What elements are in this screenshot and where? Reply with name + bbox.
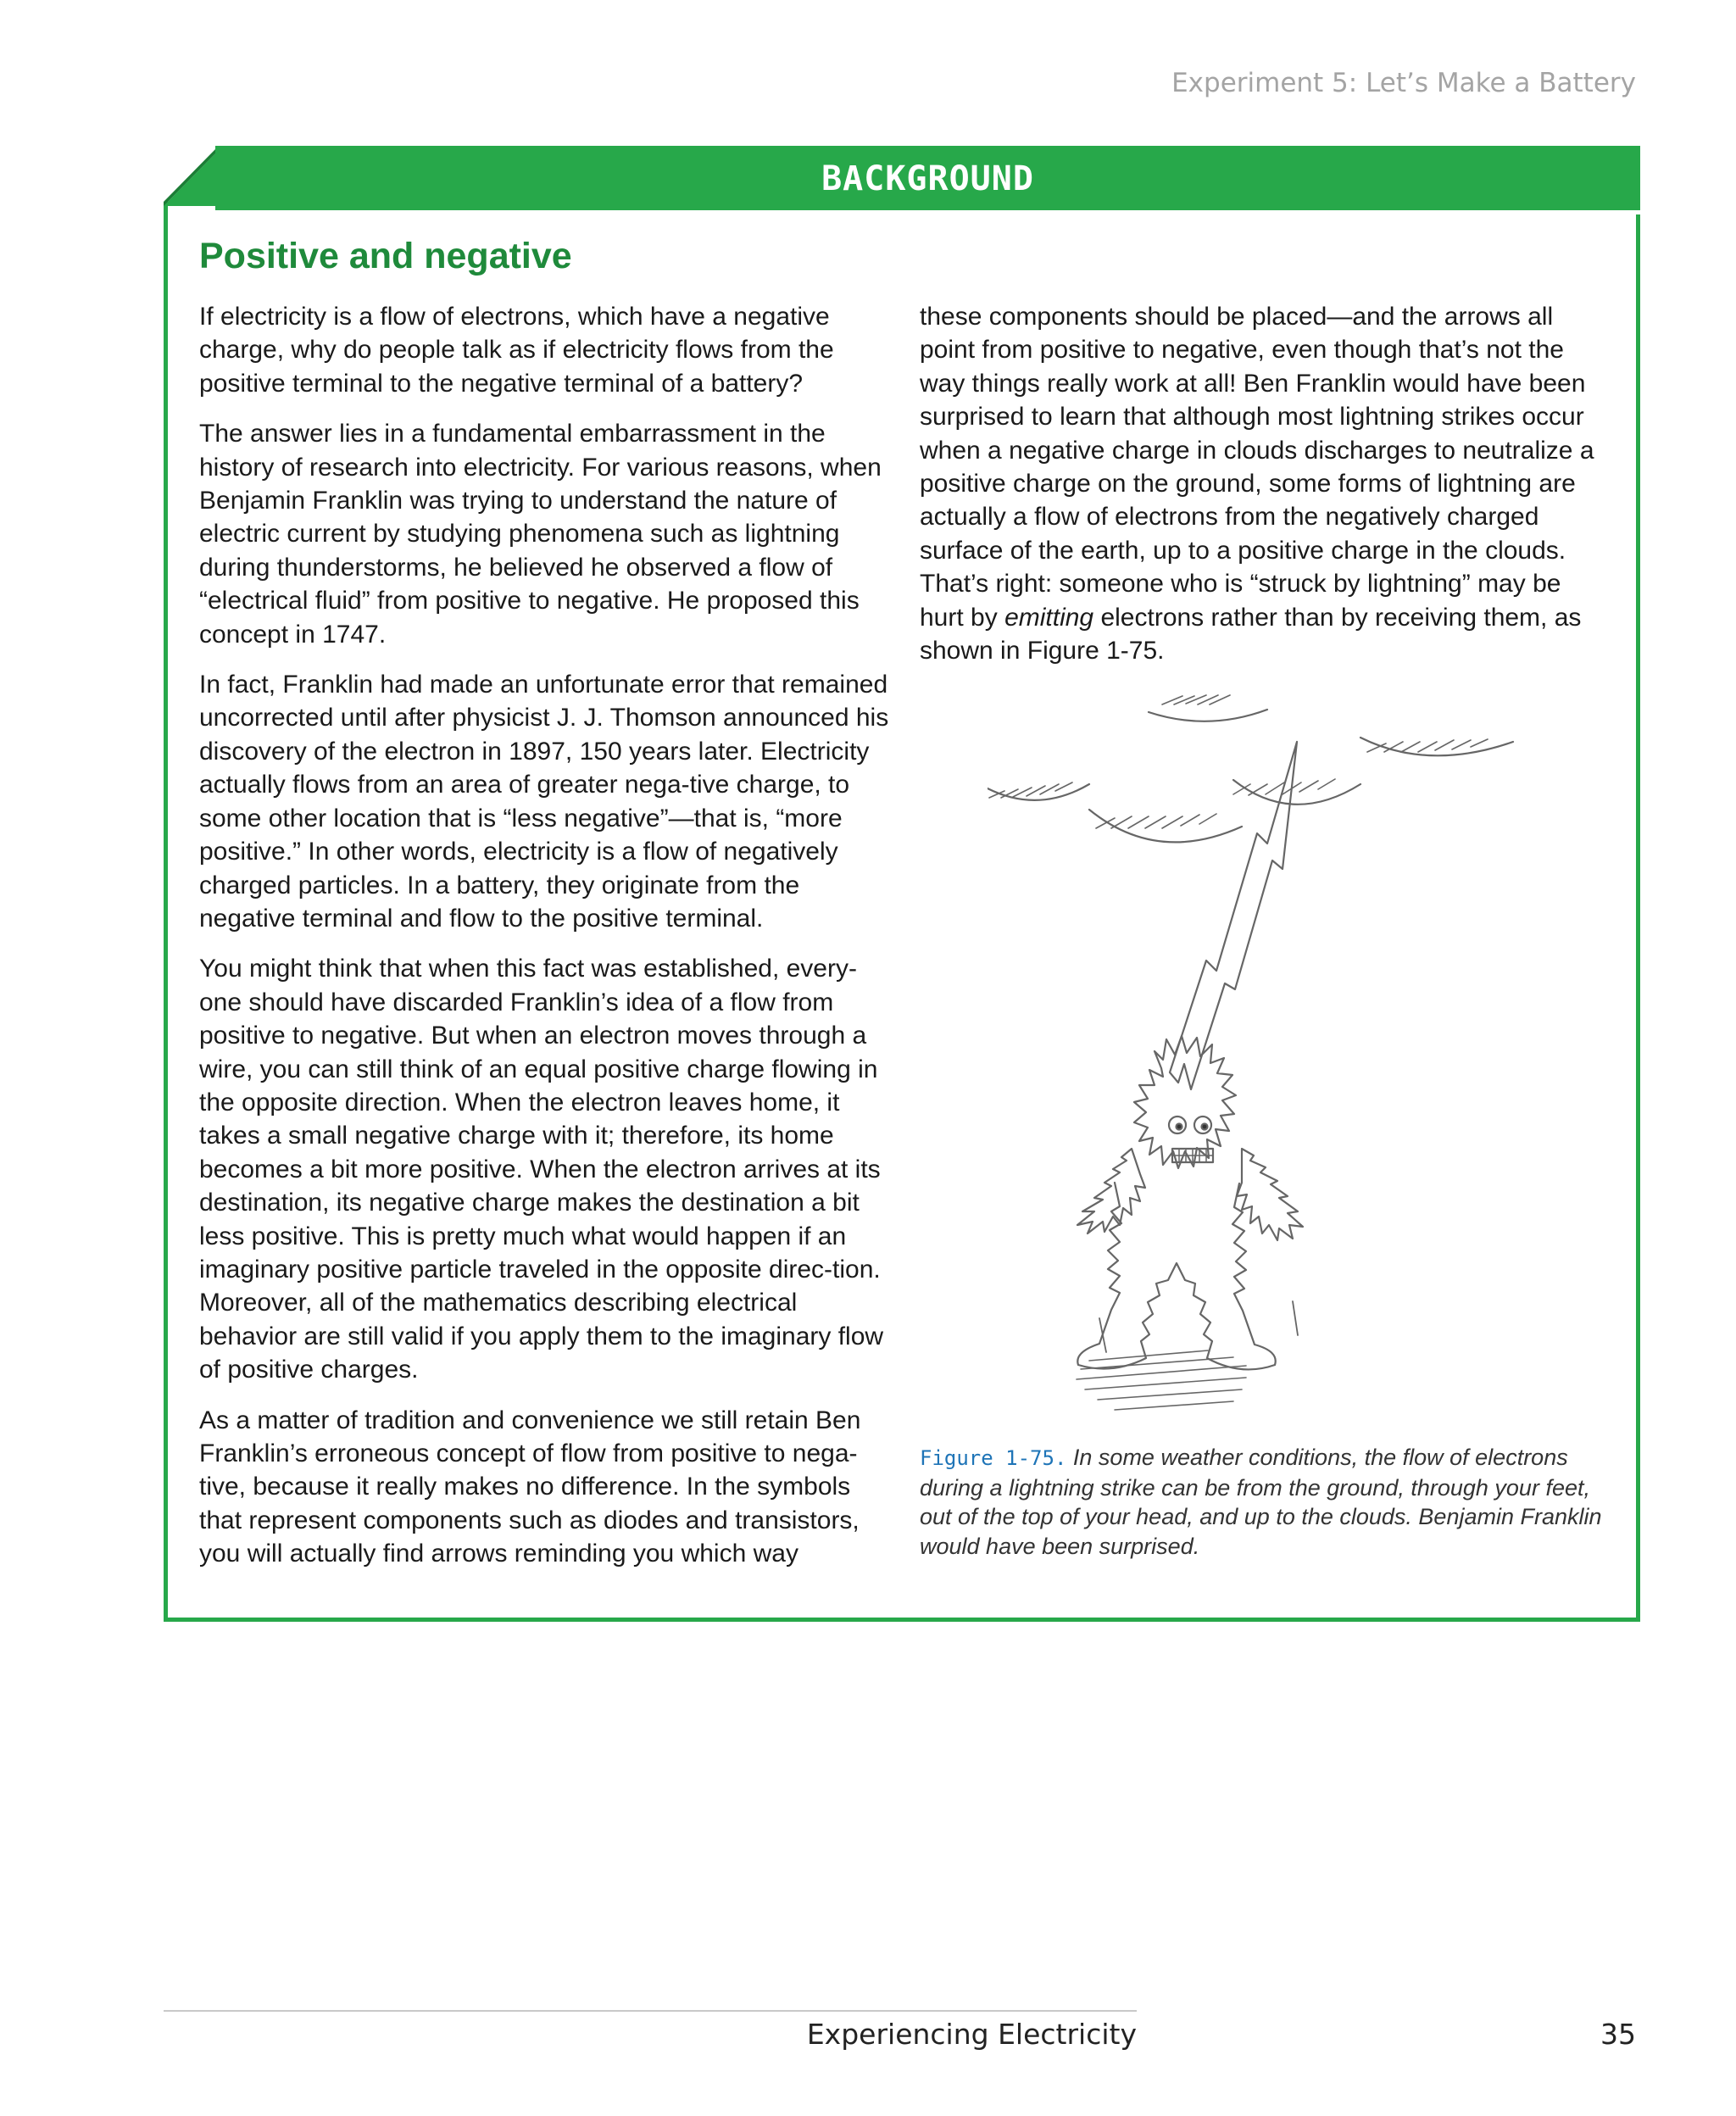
left-column xyxy=(199,300,894,1588)
footer-divider xyxy=(164,2010,1137,2012)
body-legs-shape xyxy=(1077,1183,1275,1369)
section-heading: Positive and negative xyxy=(199,236,572,276)
emphasis-text: emitting xyxy=(1004,603,1094,632)
paragraph: As a matter of tradition and convenience we still retain Ben Franklin’s erroneous concept of flow from positive to nega-tive, because it really makes no difference. In the symbols that represent components such as diodes and transistors, you will actually find arrows reminding you which way xyxy=(199,1406,861,1568)
ground-scribble-shape xyxy=(1077,1350,1246,1410)
cloud-shape xyxy=(1149,710,1267,721)
figure-caption-text: In some weather conditions, the flow of electrons during a lightning strike can be from the ground, through your feet, out of the top of your head, and up to the clouds. Benjamin Franklin would have been surprised. xyxy=(920,1445,1602,1559)
paragraph: If electricity is a flow of electrons, which have a negative charge, why do people talk as if electricity flows from the positive terminal to the negative terminal of a battery? xyxy=(199,303,834,398)
paragraph xyxy=(920,300,1611,667)
lightning-figure-illustration xyxy=(988,691,1564,1454)
cloud-shape xyxy=(1233,780,1360,805)
figure-caption xyxy=(920,1443,1623,1561)
running-head: Experiment 5: Let’s Make a Battery xyxy=(1171,68,1636,98)
page-number: 35 xyxy=(1600,2018,1636,2051)
corner-fold-icon xyxy=(164,146,223,206)
right-arm-shape xyxy=(1237,1149,1303,1240)
paragraph-text: these components should be placed—and the arrows all point from positive to negative, even though that’s not the way things really work at all! Ben Franklin would have been surprised to learn that although most lightning strikes occur when a negative charge in clouds discharges to neutralize a positive charge on the ground, some forms of lightning are actually a flow of electrons from the negatively charged surface of the earth, up to a positive charge in the clouds. That’s right: someone who is “struck by lightning” may be hurt by xyxy=(920,303,1594,632)
figure-label: Figure 1-75. xyxy=(920,1446,1067,1470)
box-header-bar xyxy=(215,146,1640,214)
footer-title: Experiencing Electricity xyxy=(806,2018,1137,2051)
cloud-shape xyxy=(1360,738,1513,755)
paragraph: The answer lies in a fundamental embarrassment in the history of research into electricity. For various reasons, when Benjamin Franklin was trying to understand the nature of electric current by studying phenomena such as lightning during thunderstorms, he believed he observed a flow of “electrical fluid” from positive to negative. He proposed this concept in 1747. xyxy=(199,420,882,649)
right-column xyxy=(920,300,1611,684)
paragraph: You might think that when this fact was established, every-one should have discarded Franklin’s idea of a flow from positive to negative. But when an electron moves through a wire, you can still think of an equal positive charge flowing in the opposite direction. When the electron leaves home, it takes a small negative charge with it; therefore, its home becomes a bit more positive. When the electron arrives at its destination, its negative charge makes the destination a bit less positive. This is pretty much what would happen if an imaginary positive particle traveled in the opposite direc-tion. Moreover, all of the mathematics describing electrical behavior are still valid if you apply them to the imaginary flow of positive charges. xyxy=(199,955,884,1384)
box-title: BACKGROUND xyxy=(821,159,1034,198)
left-arm-shape xyxy=(1077,1149,1145,1233)
paragraph: In fact, Franklin had made an unfortunate error that remained uncorrected until after physicist J. J. Thomson announced his discovery of the electron in 1897, 150 years later. Electricity actually flows from an area of greater nega-tive charge, to some other location that is “less negative”—that is, “more positive.” In other words, electricity is a flow of negatively charged particles. In a battery, they originate from the negative terminal and flow to the positive terminal. xyxy=(199,671,889,933)
paragraph-text: electrons rather than by receiving them, as shown in Figure 1-75. xyxy=(920,603,1582,665)
